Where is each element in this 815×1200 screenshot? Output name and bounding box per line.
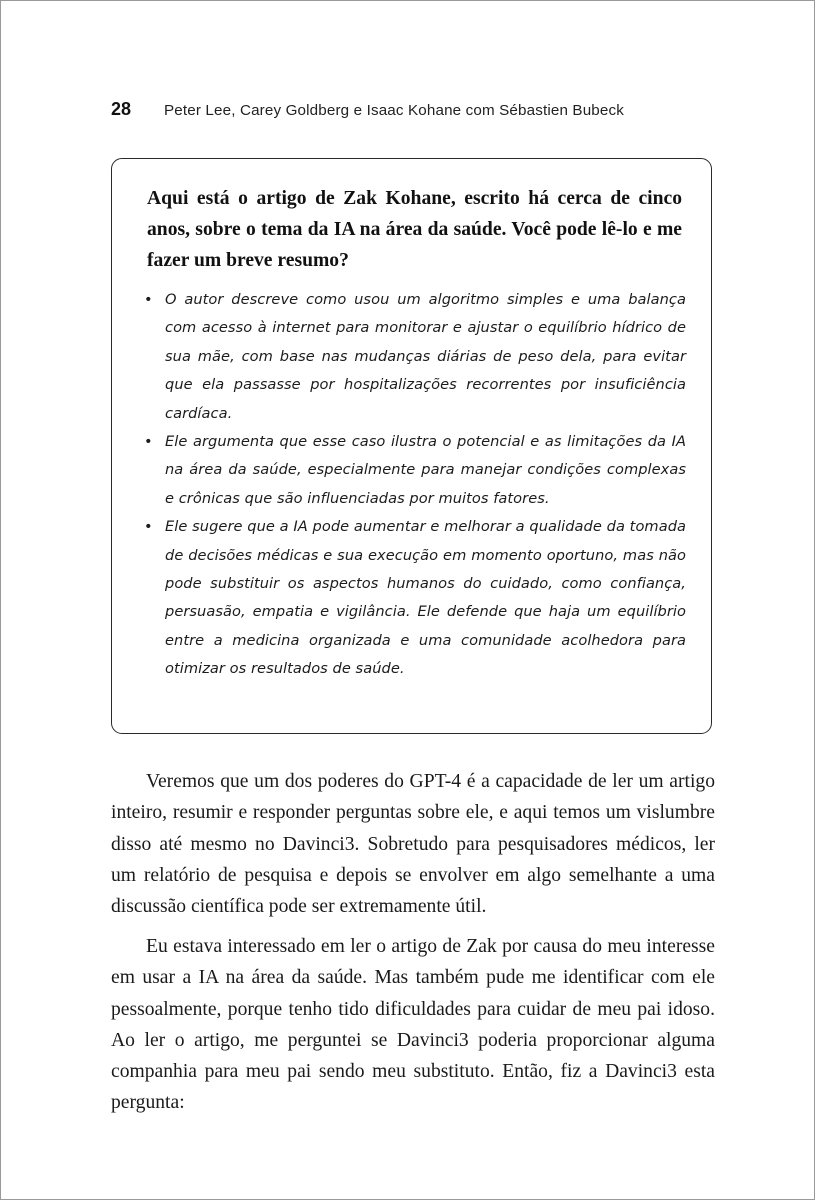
response-item-text: O autor descreve como usou um algoritmo simples e uma balança com acesso à internet para monitorar e ajustar o equilíbrio hídrico de sua mãe, com base nas mudanças diárias de peso dela, para evitar que ela passasse por hospitalizações recorrentes por insuficiência cardíaca.: [165, 291, 686, 422]
header-authors: Peter Lee, Carey Goldberg e Isaac Kohane com Sébastien Bubeck: [164, 102, 624, 119]
response-item: [130, 513, 686, 683]
prompt-question: Aqui está o artigo de Zak Kohane, escrito há cerca de cinco anos, sobre o tema da IA na área da saúde. Você pode lê-lo e me fazer um breve resumo?: [147, 188, 682, 271]
body-paragraph-2: [111, 931, 715, 1119]
paragraph-text: Eu estava interessado em ler o artigo de Zak por causa do meu interesse em usar a IA na área da saúde. Mas também pude me identificar com ele pessoalmente, porque tenho tido dificuldades para cuidar de meu pai idoso. Ao ler o artigo, me perguntei se Davinci3 poderia proporcionar alguma companhia para meu pai sendo meu substituto. Então, fiz a Davinci3 esta pergunta:: [111, 936, 715, 1114]
response-item: [130, 428, 686, 513]
bullet-icon: •: [144, 518, 153, 536]
bullet-icon: •: [144, 433, 153, 451]
bullet-icon: •: [144, 291, 153, 308]
running-header: [111, 99, 711, 127]
prompt-response-box: [111, 158, 712, 734]
response-item-text: Ele sugere que a IA pode aumentar e melhorar a qualidade da tomada de decisões médicas e sua execução em momento oportuno, mas não pode substituir os aspectos humanos do cuidado, como confiança, persuasão, empatia e vigilância. Ele defende que haja um equilíbrio entre a medicina organizada e uma comunidade acolhedora para otimizar os resultados de saúde.: [165, 518, 686, 678]
body-paragraph-1: [111, 766, 715, 922]
response-bullet-list: [130, 286, 686, 684]
paragraph-text: Veremos que um dos poderes do GPT-4 é a capacidade de ler um artigo inteiro, resumir e responder perguntas sobre ele, e aqui temos um vislumbre disso até mesmo no Davinci3. Sobretudo para pesquisadores médicos, ler um relatório de pesquisa e depois se envolver em algo semelhante a uma discussão científica pode ser extremamente útil.: [111, 771, 715, 918]
response-item: [130, 286, 686, 428]
page-number: 28: [111, 99, 132, 119]
response-item-text: Ele argumenta que esse caso ilustra o potencial e as limitações da IA na área da saúde, especialmente para manejar condições complexas e crônicas que são influenciadas por muitos fatores.: [165, 433, 686, 507]
